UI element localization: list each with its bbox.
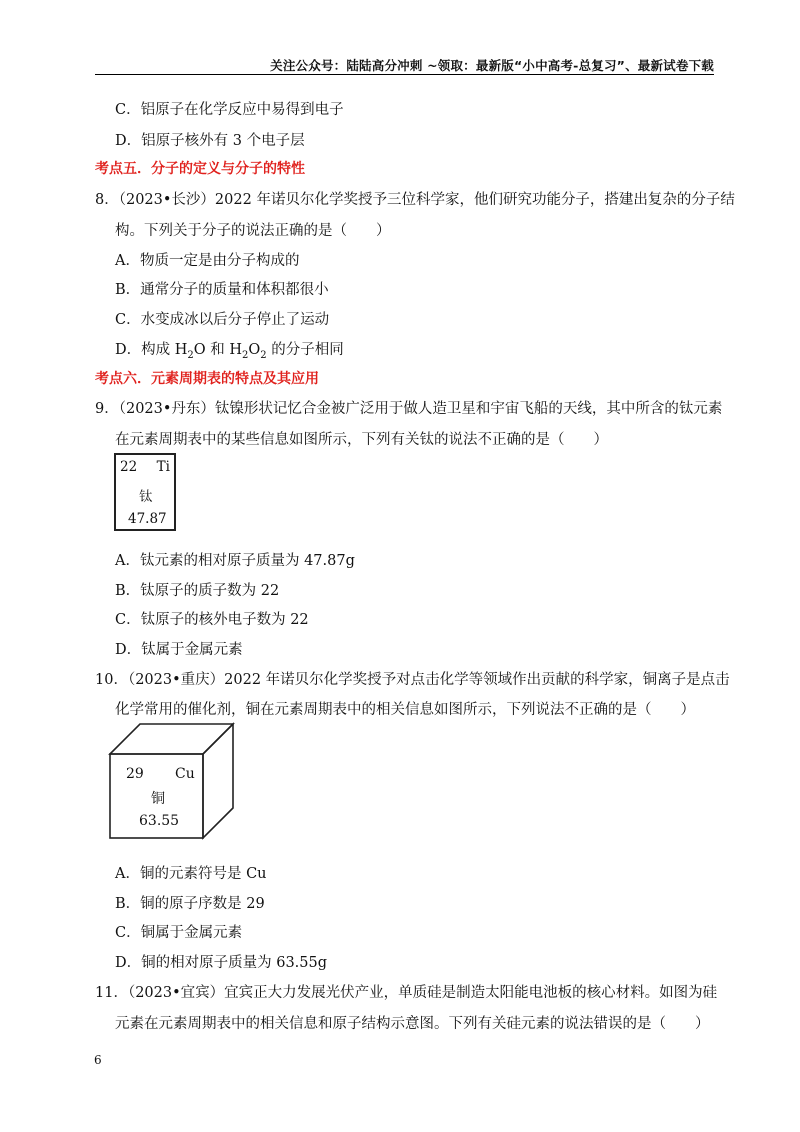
option-c: C．铝原子在化学反应中易得到电子 <box>115 102 344 118</box>
page-header: 关注公众号：陆陆高分冲刺 ~领取：最新版“小中高考-总复习”、最新试卷下载 <box>270 58 714 73</box>
element-mass: 47.87 <box>128 511 167 527</box>
question-10-stem-line1: 10．（2023•重庆）2022 年诺贝尔化学奖授予对点击化学等领域作出贡献的科学家，铜离子是点击 <box>95 672 730 688</box>
question-9-option-d: D．钛属于金属元素 <box>115 642 243 658</box>
question-9-option-b: B．钛原子的质子数为 22 <box>115 583 280 599</box>
question-9-option-a: A．钛元素的相对原子质量为 47.87g <box>115 553 355 569</box>
question-8-stem-line2: 构。下列关于分子的说法正确的是（ ） <box>115 223 391 239</box>
element-name: 钛 <box>139 489 153 505</box>
element-symbol: Ti <box>156 459 170 475</box>
question-10-option-c: C．铜属于金属元素 <box>115 925 243 941</box>
page-number: 6 <box>94 1053 102 1067</box>
question-8-stem-line1: 8．（2023•长沙）2022 年诺贝尔化学奖授予三位科学家，他们研究功能分子，搭建出复杂的分子结 <box>95 192 735 208</box>
question-9-stem-line2: 在元素周期表中的某些信息如图所示，下列有关钛的说法不正确的是（ ） <box>115 432 608 448</box>
question-10-option-d: D．铜的相对原子质量为 63.55g <box>115 955 328 971</box>
question-11-stem-line1: 11．（2023•宜宾）宜宾正大力发展光伏产业，单质硅是制造太阳能电池板的核心材料。如图为硅 <box>95 985 718 1001</box>
question-8-option-d: D．构成 $H_2O$ 和 $H_2O_2$ 的分子相同 <box>115 342 344 361</box>
element-mass: 63.55 <box>139 813 180 829</box>
question-8-option-b: B．通常分子的质量和体积都很小 <box>115 282 329 298</box>
question-11-stem-line2: 元素在元素周期表中的相关信息和原子结构示意图。下列有关硅元素的说法错误的是（ ） <box>115 1016 710 1032</box>
question-10-option-a: A．铜的元素符号是 Cu <box>115 866 267 882</box>
section-heading-5: 考点五．分子的定义与分子的特性 <box>95 161 305 177</box>
question-10-stem-line2: 化学常用的催化剂，铜在元素周期表中的相关信息如图所示，下列说法不正确的是（ ） <box>115 702 695 718</box>
header-divider <box>95 74 714 75</box>
question-9-stem-line1: 9．（2023•丹东）钛镍形状记忆合金被广泛用于做人造卫星和宇宙飞船的天线，其中所含的钛元素 <box>95 401 723 417</box>
element-number: 29 <box>126 766 144 782</box>
question-8-option-c: C．水变成冰以后分子停止了运动 <box>115 312 330 328</box>
question-9-option-c: C．钛原子的核外电子数为 22 <box>115 612 309 628</box>
copper-element-cube <box>108 722 238 844</box>
option-d: D．铝原子核外有 3 个电子层 <box>115 133 305 149</box>
section-heading-6: 考点六．元素周期表的特点及其应用 <box>95 371 319 387</box>
titanium-element-card <box>114 453 176 531</box>
question-8-option-a: A．物质一定是由分子构成的 <box>115 253 300 269</box>
element-number: 22 <box>120 459 138 475</box>
element-name: 铜 <box>151 791 165 807</box>
element-symbol: Cu <box>175 766 195 782</box>
question-10-option-b: B．铜的原子序数是 29 <box>115 896 265 912</box>
